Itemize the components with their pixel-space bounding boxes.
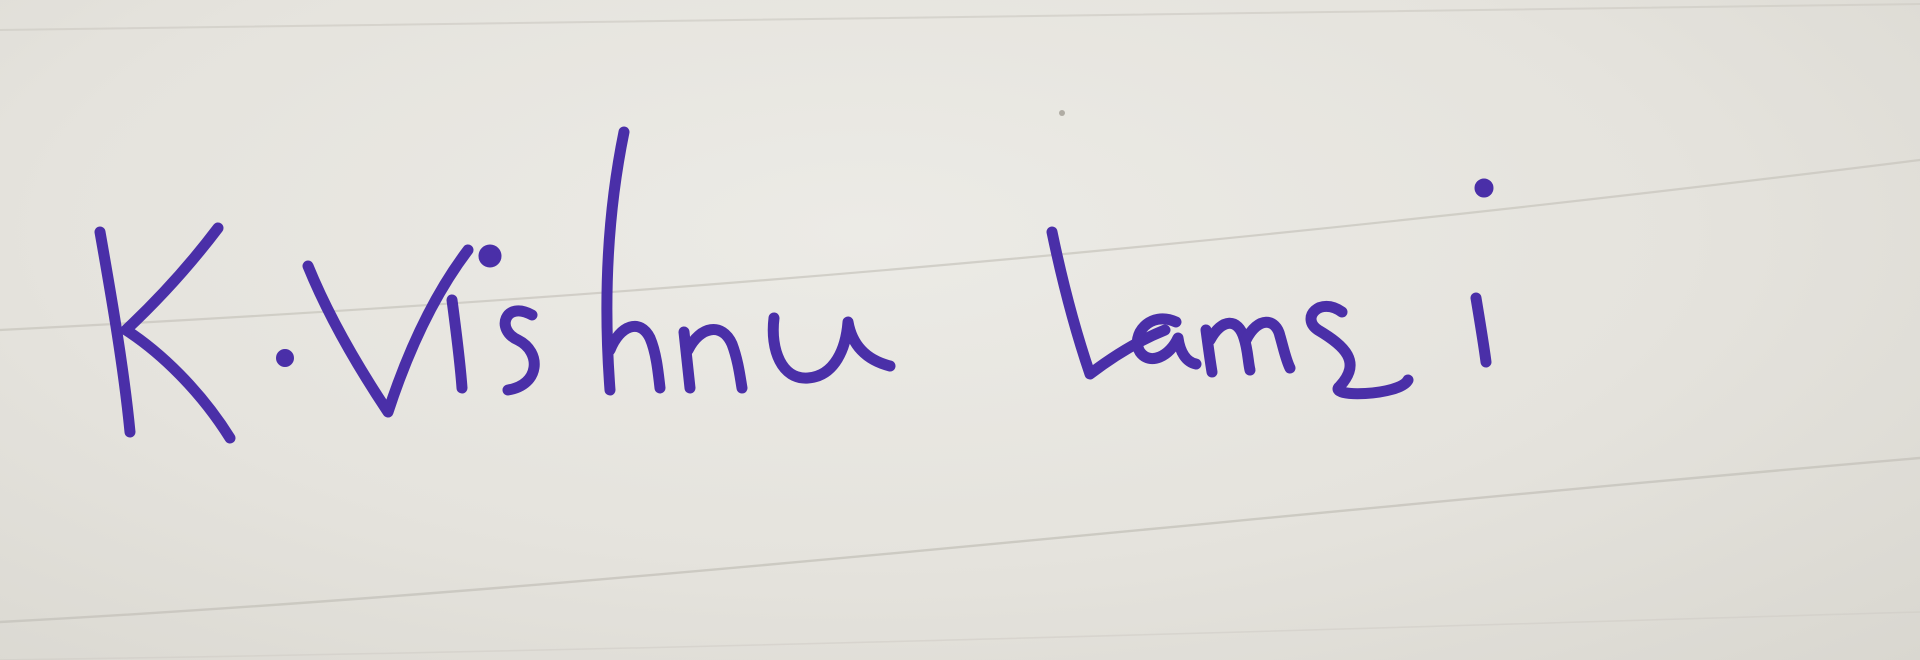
signature-strokes xyxy=(100,132,1491,438)
